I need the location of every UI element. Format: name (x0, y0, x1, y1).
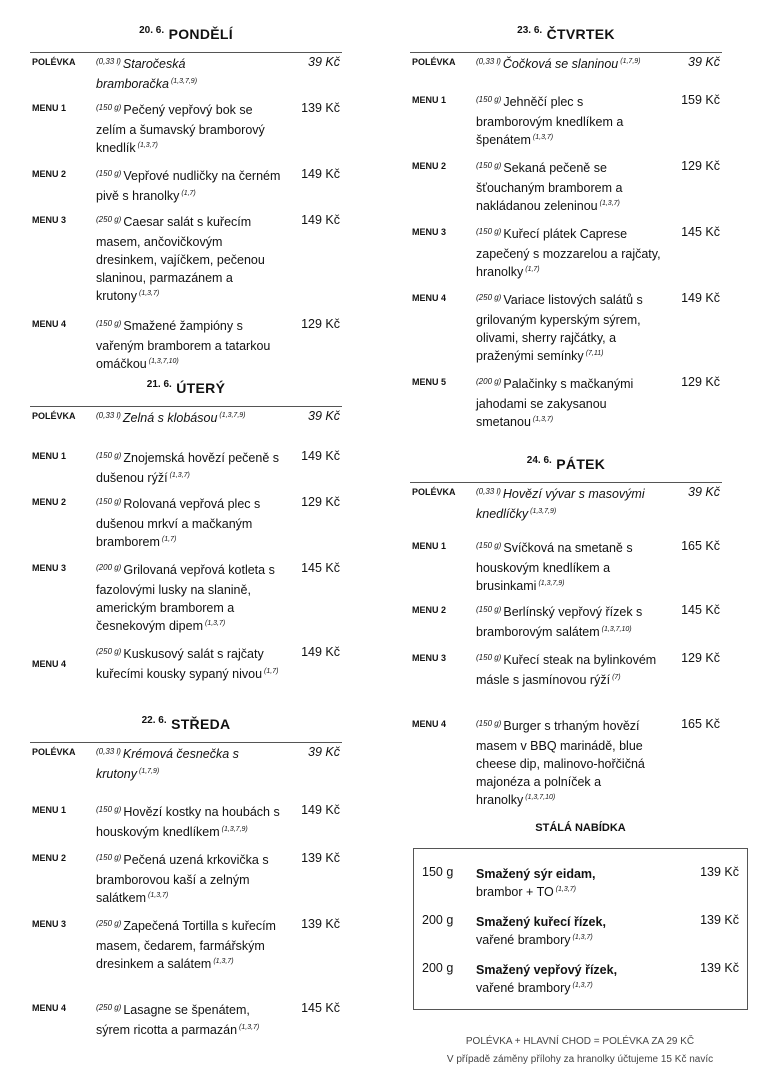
day-date: 23. 6. (517, 25, 543, 36)
allergens: (1,3,7) (572, 934, 593, 941)
dish-text (96, 213, 281, 308)
row-label: POLÉVKA (32, 57, 76, 67)
dish-name: Kuřecí plátek Caprese zapečený s mozzarelou a rajčaty, hranolky (476, 227, 661, 279)
row-label: MENU 2 (412, 605, 447, 615)
dish-name: Hovězí kostky na houbách s houskovým knedlíkem (96, 805, 280, 839)
dish-price: 139 Kč (301, 101, 340, 115)
day-name: STŘEDA (171, 716, 231, 732)
dish-name: Zapečená Tortilla s kuřecím masem, čedarem, farmářským dresinkem a salátem (96, 919, 276, 971)
standing-menu-title: STÁLÁ NABÍDKA (535, 822, 626, 834)
dish-price: 149 Kč (301, 167, 340, 181)
allergens: (1,3,7) (239, 1024, 260, 1031)
portion-weight: (150 g) (96, 103, 122, 112)
dish-name: Smažený sýr eidam, (476, 867, 596, 881)
dish-text (476, 291, 661, 368)
row-label: MENU 3 (412, 227, 447, 237)
day-monday (30, 25, 342, 371)
day-date: 24. 6. (526, 455, 552, 466)
day-date: 20. 6. (139, 25, 165, 36)
allergens: (1,7) (181, 190, 196, 197)
row-label: MENU 4 (32, 659, 67, 669)
portion-weight: 150 g (422, 865, 454, 879)
day-header (30, 716, 342, 742)
dish-name: Pečený vepřový bok se zelím a šumavský bramborový knedlík (96, 103, 265, 155)
soup-row (410, 482, 722, 807)
dish-text (476, 961, 686, 1000)
allergens: (1,3,7) (169, 472, 190, 479)
dish-price: 145 Kč (301, 561, 340, 575)
dish-name: Burger s trhaným hovězí masem v BBQ marinádě, blue cheese dip, malinovo-hořčičná majonéza a polníček a hranolky (476, 719, 645, 807)
dish-name: Kuskusový salát s rajčaty kuřecími kousky sypaný nivou (96, 647, 264, 681)
day-header (30, 26, 342, 52)
dish-price: 139 Kč (700, 865, 739, 879)
dish-text (96, 55, 281, 96)
dish-side: vařené brambory (476, 981, 571, 995)
row-label: POLÉVKA (412, 487, 456, 497)
dish-text (96, 495, 281, 554)
dish-price: 129 Kč (301, 495, 340, 509)
portion-weight: (150 g) (96, 319, 122, 328)
allergens: (1,3,7,9) (538, 580, 565, 587)
allergens: (1,3,7,10) (148, 358, 179, 365)
portion-weight: (150 g) (476, 653, 502, 662)
allergens: (1,3,7) (555, 886, 576, 893)
dish-text (476, 225, 661, 284)
row-label: MENU 4 (412, 293, 447, 303)
row-label: MENU 4 (412, 719, 447, 729)
day-header (30, 380, 342, 406)
dish-price: 139 Kč (301, 851, 340, 865)
portion-weight: (250 g) (476, 293, 502, 302)
row-label: MENU 3 (32, 215, 67, 225)
soup-row (30, 742, 342, 1037)
dish-price: 39 Kč (308, 409, 340, 423)
row-label: POLÉVKA (32, 747, 76, 757)
dish-text (96, 167, 281, 208)
dish-price: 39 Kč (308, 55, 340, 69)
dish-price: 129 Kč (681, 159, 720, 173)
dish-price: 139 Kč (700, 961, 739, 975)
dish-price: 149 Kč (301, 803, 340, 817)
dish-name: Caesar salát s kuřecím masem, ančovičkovým dresinkem, vajíčkem, pečenou slaninou, parmazánem a krutony (96, 215, 265, 303)
dish-price: 149 Kč (301, 645, 340, 659)
dish-name: Hovězí vývar s masovými knedlíčky (476, 487, 645, 521)
row-label: MENU 2 (32, 853, 67, 863)
row-label: MENU 2 (32, 169, 67, 179)
row-label: MENU 1 (32, 805, 67, 815)
allergens: (1,3,7) (532, 134, 554, 141)
portion-weight: (0,33 l) (96, 57, 121, 66)
row-label: POLÉVKA (32, 411, 76, 421)
day-name: PONDĚLÍ (168, 26, 233, 42)
soup-row (410, 52, 722, 429)
menu-row (30, 55, 342, 95)
portion-weight: 200 g (422, 913, 454, 927)
portion-weight: (150 g) (96, 497, 122, 506)
dish-text (96, 317, 281, 376)
dish-price: 129 Kč (681, 375, 720, 389)
portion-weight: (150 g) (476, 719, 502, 728)
allergens: (1,3,7) (213, 958, 234, 965)
dish-name: Palačinky s mačkanými jahodami se zakysanou smetanou (476, 377, 634, 429)
dish-price: 145 Kč (681, 225, 720, 239)
row-label: MENU 4 (32, 1003, 67, 1013)
portion-weight: (150 g) (96, 853, 122, 862)
dish-name: Lasagne se špenátem, sýrem ricotta a parmazán (96, 1003, 250, 1037)
footer-note-combo: POLÉVKA + HLAVNÍ CHOD = POLÉVKA ZA 29 KČ (465, 1036, 695, 1047)
dish-text (96, 561, 281, 638)
day-friday (410, 455, 722, 807)
dish-side: brambor + TO (476, 885, 554, 899)
dish-name: Krémová česnečka s krutony (96, 747, 239, 781)
standing-menu-box (413, 848, 748, 1010)
portion-weight: (200 g) (476, 377, 502, 386)
row-label: MENU 1 (32, 451, 67, 461)
allergens: (1,3,7,10) (525, 794, 556, 801)
dish-name: Kuřecí steak na bylinkovém másle s jasmínovou rýží (476, 653, 657, 687)
soup-row (30, 52, 342, 371)
day-header (410, 26, 722, 52)
allergens: (1,3,7) (148, 892, 169, 899)
allergens: (1,7,9) (620, 58, 641, 65)
dish-price: 129 Kč (301, 317, 340, 331)
dish-price: 149 Kč (301, 449, 340, 463)
day-header (410, 456, 722, 482)
allergens: (1,7) (525, 266, 540, 273)
portion-weight: (150 g) (476, 227, 502, 236)
dish-text (96, 803, 281, 844)
dish-name: Zelná s klobásou (122, 411, 218, 425)
dish-price: 165 Kč (681, 717, 720, 731)
portion-weight: (150 g) (96, 805, 122, 814)
dish-text (476, 375, 661, 434)
allergens: (1,3,7) (599, 200, 620, 207)
portion-weight: (250 g) (96, 919, 122, 928)
dish-name: Rolovaná vepřová plec s dušenou mrkví a mačkaným bramborem (96, 497, 261, 549)
allergens: (1,3,7,9) (219, 412, 246, 419)
dish-text (476, 651, 661, 692)
day-tuesday (30, 379, 342, 681)
dish-name: Smažený vepřový řízek, (476, 963, 618, 977)
allergens: (1,7,9) (139, 768, 160, 775)
allergens: (1,3,7,9) (221, 826, 248, 833)
row-label: MENU 1 (32, 103, 67, 113)
portion-weight: (150 g) (476, 541, 502, 550)
day-name: PÁTEK (556, 456, 606, 472)
day-date: 21. 6. (146, 379, 172, 390)
portion-weight: (150 g) (476, 605, 502, 614)
dish-text (476, 913, 686, 952)
day-date: 22. 6. (141, 715, 167, 726)
dish-text (96, 409, 281, 430)
portion-weight: (150 g) (476, 161, 502, 170)
day-wednesday (30, 715, 342, 1037)
dish-price: 39 Kč (688, 485, 720, 499)
dish-name: Smažené žampióny s vařeným bramborem a tatarkou omáčkou (96, 319, 271, 371)
row-label: POLÉVKA (412, 57, 456, 67)
dish-name: Staročeská bramboračka (96, 57, 186, 91)
row-label: MENU 2 (412, 161, 447, 171)
portion-weight: (250 g) (96, 215, 122, 224)
dish-name: Znojemská hovězí pečeně s dušenou rýží (96, 451, 279, 485)
allergens: (7) (612, 674, 621, 681)
dish-price: 139 Kč (700, 913, 739, 927)
day-name: ÚTERÝ (176, 380, 226, 396)
dish-price: 149 Kč (681, 291, 720, 305)
dish-name: Čočková se slaninou (502, 57, 619, 71)
row-label: MENU 5 (412, 377, 447, 387)
portion-weight: (0,33 l) (96, 747, 121, 756)
dish-name: Pečená uzená krkovička s bramborovou kaší a zelným salátkem (96, 853, 269, 905)
dish-text (476, 55, 661, 76)
dish-text (476, 539, 661, 598)
dish-price: 39 Kč (688, 55, 720, 69)
portion-weight: (150 g) (96, 169, 122, 178)
row-label: MENU 4 (32, 319, 67, 329)
allergens: (1,3,7) (205, 620, 226, 627)
dish-price: 139 Kč (301, 917, 340, 931)
dish-text (96, 101, 281, 160)
dish-price: 145 Kč (301, 1001, 340, 1015)
dish-text (96, 645, 281, 686)
dish-text (476, 717, 661, 812)
portion-weight: (0,33 l) (476, 487, 501, 496)
dish-name: Grilovaná vepřová kotleta s fazolovými lusky na slanině, americkým bramborem a česnekovým dipem (96, 563, 275, 633)
allergens: (1,3,7) (139, 290, 160, 297)
footer-note-fries: V případě záměny přílohy za hranolky účtujeme 15 Kč navíc (446, 1054, 714, 1065)
dish-name: Berlínský vepřový řízek s bramborovým salátem (476, 605, 643, 639)
portion-weight: (250 g) (96, 1003, 122, 1012)
dish-text (476, 603, 661, 644)
dish-name: Vepřové nudličky na černém pivě s hranolky (96, 169, 281, 203)
dish-text (96, 745, 281, 786)
portion-weight: (250 g) (96, 647, 122, 656)
dish-price: 129 Kč (681, 651, 720, 665)
dish-name: Jehněčí plec s bramborovým knedlíkem a špenátem (476, 95, 624, 147)
dish-text (476, 485, 661, 526)
row-label: MENU 3 (32, 563, 67, 573)
dish-text (96, 917, 281, 976)
allergens: (1,7) (264, 668, 279, 675)
portion-weight: (150 g) (96, 451, 122, 460)
portion-weight: (0,33 l) (476, 57, 501, 66)
allergens: (1,3,7) (137, 142, 158, 149)
dish-name: Svíčková na smetaně s houskovým knedlíkem a brusinkami (476, 541, 633, 593)
allergens: (1,3,7,9) (530, 508, 557, 515)
allergens: (1,3,7) (532, 416, 554, 423)
portion-weight: (150 g) (476, 95, 502, 104)
soup-row (30, 406, 342, 681)
dish-price: 159 Kč (681, 93, 720, 107)
day-name: ČTVRTEK (546, 26, 615, 42)
row-label: MENU 3 (412, 653, 447, 663)
dish-price: 165 Kč (681, 539, 720, 553)
allergens: (1,7) (161, 536, 177, 543)
dish-text (96, 449, 281, 490)
day-thursday (410, 25, 722, 429)
row-label: MENU 1 (412, 541, 447, 551)
dish-text (476, 159, 661, 218)
dish-text (476, 93, 661, 152)
allergens: (7,11) (585, 350, 604, 357)
dish-text (96, 1001, 281, 1042)
dish-price: 39 Kč (308, 745, 340, 759)
allergens: (1,3,7) (572, 982, 593, 989)
dish-text (476, 865, 686, 904)
dish-name: Sekaná pečeně se šťouchaným bramborem a nakládanou zeleninou (476, 161, 623, 213)
dish-price: 149 Kč (301, 213, 340, 227)
dish-side: vařené brambory (476, 933, 571, 947)
portion-weight: (0,33 l) (96, 411, 121, 420)
row-label: MENU 2 (32, 497, 67, 507)
dish-name: Smažený kuřecí řízek, (476, 915, 606, 929)
allergens: (1,3,7,9) (170, 78, 198, 85)
portion-weight: 200 g (422, 961, 454, 975)
portion-weight: (200 g) (96, 563, 122, 572)
row-label: MENU 3 (32, 919, 67, 929)
dish-name: Variace listových salátů s grilovaným kyperským sýrem, olivami, sherry rajčátky, a praženými semínky (476, 293, 643, 363)
dish-price: 145 Kč (681, 603, 720, 617)
row-label: MENU 1 (412, 95, 447, 105)
dish-text (96, 851, 281, 910)
allergens: (1,3,7,10) (601, 626, 632, 633)
